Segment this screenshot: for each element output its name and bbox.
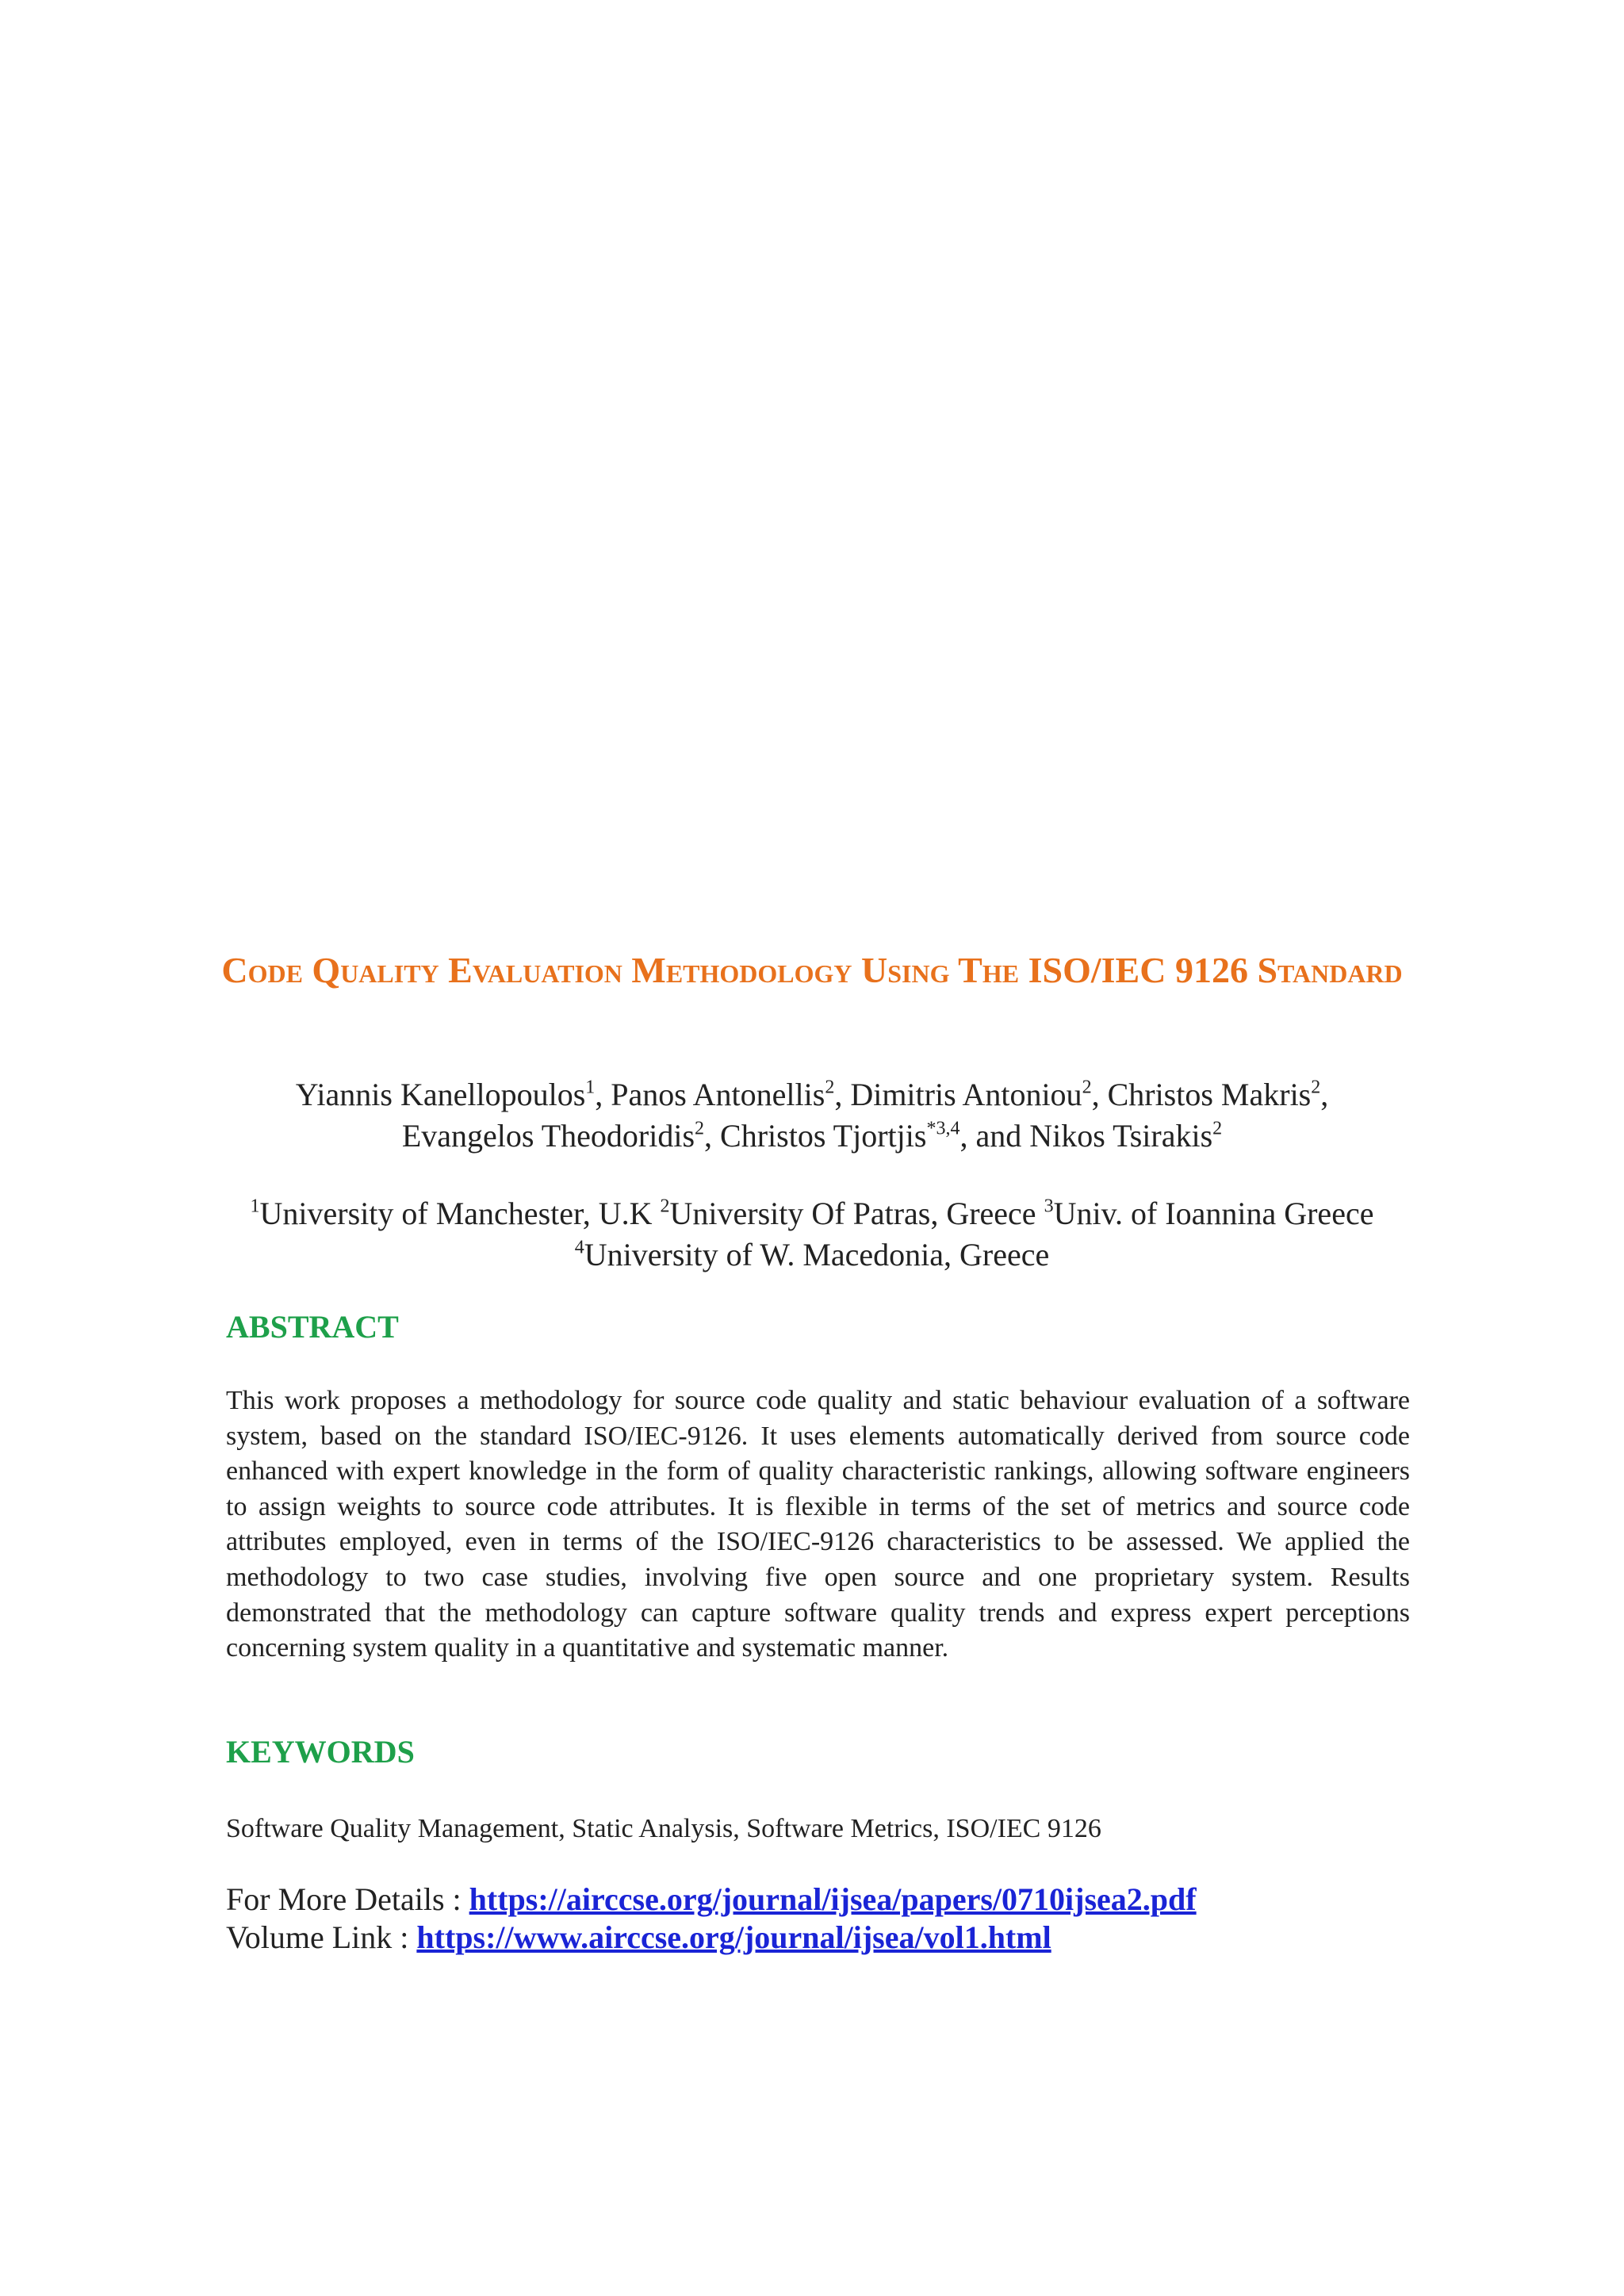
volume-label: Volume Link : bbox=[226, 1919, 417, 1955]
abstract-heading: ABSTRACT bbox=[226, 1309, 399, 1345]
links-block bbox=[226, 1881, 1495, 1957]
affiliation-list bbox=[190, 1193, 1434, 1276]
author-name: Yiannis Kanellopoulos bbox=[295, 1077, 586, 1112]
abstract-text: This work proposes a methodology for source code quality and static behaviour evaluation of a software system, based on the standard ISO/IEC-9126. It uses elements automatically derived from source code enhanced with expert knowledge in the form of quality characteristic rankings, allowing software engineers to assign weights to source code attributes. It is flexible in terms of the set of metrics and source code attributes employed, even in terms of the ISO/IEC-9126 characteristics to be assessed. We applied the methodology to two case studies, involving five open source and one proprietary system. Results demonstrated that the methodology can capture software quality trends and express expert perceptions concerning system quality in a quantitative and systematic manner. bbox=[226, 1386, 1410, 1663]
details-line bbox=[226, 1881, 1495, 1919]
author-name: Evangelos Theodoridis bbox=[401, 1118, 695, 1154]
volume-link[interactable]: https://www.airccse.org/journal/ijsea/vol1.html bbox=[416, 1919, 1051, 1955]
author-list bbox=[190, 1074, 1434, 1157]
affiliation-name: Univ. of Ioannina Greece bbox=[1053, 1196, 1374, 1231]
author-affil-mark: 2 bbox=[825, 1077, 835, 1098]
author-separator: , bbox=[1320, 1077, 1329, 1112]
author-name: Panos Antonellis bbox=[611, 1077, 825, 1112]
author-name: Dimitris Antoniou bbox=[850, 1077, 1082, 1112]
author-affil-mark: *3,4 bbox=[926, 1118, 960, 1139]
keywords-text: Software Quality Management, Static Analysis, Software Metrics, ISO/IEC 9126 bbox=[226, 1814, 1101, 1843]
author-affil-mark: 2 bbox=[1082, 1077, 1092, 1098]
paper-title: Code Quality Evaluation Methodology Using The ISO/IEC 9126 Standard bbox=[221, 950, 1403, 990]
affiliation-mark: 4 bbox=[574, 1237, 584, 1258]
affiliation-name: University of Manchester, U.K bbox=[259, 1196, 661, 1231]
details-link[interactable]: https://airccse.org/journal/ijsea/papers/0710ijsea2.pdf bbox=[469, 1881, 1197, 1917]
affiliation-name: University Of Patras, Greece bbox=[669, 1196, 1044, 1231]
author-name: Christos Tjortjis bbox=[720, 1118, 927, 1154]
author-name: Nikos Tsirakis bbox=[1029, 1118, 1213, 1154]
volume-line bbox=[226, 1919, 1495, 1957]
author-affil-mark: 1 bbox=[585, 1077, 596, 1098]
affiliation-name: University of W. Macedonia, Greece bbox=[584, 1237, 1050, 1272]
keywords-heading: KEYWORDS bbox=[226, 1734, 415, 1770]
details-label: For More Details : bbox=[226, 1881, 469, 1917]
affiliation-mark: 3 bbox=[1044, 1196, 1054, 1217]
author-separator: , bbox=[704, 1118, 721, 1154]
author-affil-mark: 2 bbox=[1311, 1077, 1321, 1098]
author-separator: , bbox=[1091, 1077, 1108, 1112]
author-separator: , and bbox=[959, 1118, 1030, 1154]
author-affil-mark: 2 bbox=[695, 1118, 705, 1139]
author-affil-mark: 2 bbox=[1212, 1118, 1223, 1139]
affiliation-mark: 2 bbox=[660, 1196, 670, 1217]
author-separator: , bbox=[834, 1077, 851, 1112]
author-name: Christos Makris bbox=[1107, 1077, 1312, 1112]
author-separator: , bbox=[595, 1077, 611, 1112]
affiliation-mark: 1 bbox=[250, 1196, 260, 1217]
